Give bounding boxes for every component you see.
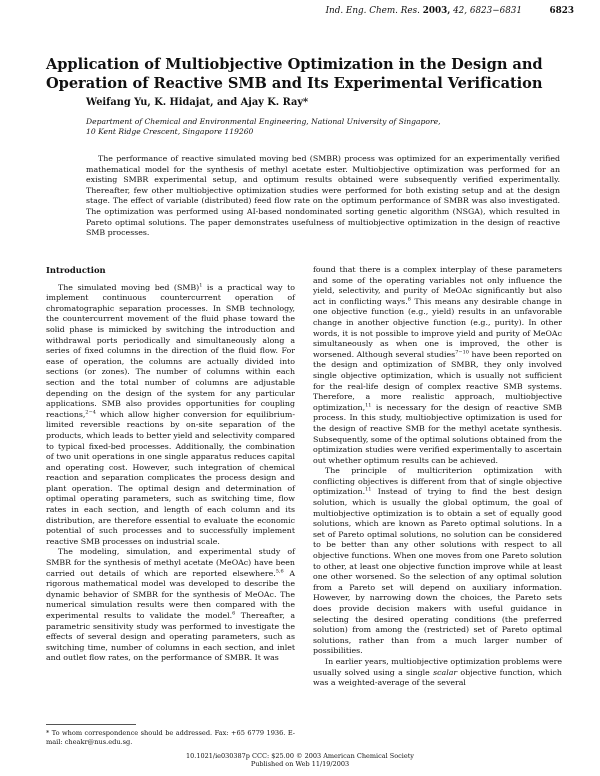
citation-ref: 6 — [407, 296, 411, 303]
running-header — [40, 6, 574, 20]
affiliation: Department of Chemical and Environmental Engineering, National University of Singapore, 10 Kent Ridge Crescent, Singapore 119260 — [86, 117, 441, 137]
left-column — [46, 265, 295, 664]
publication-imprint — [0, 752, 600, 769]
author-list: Weifang Yu, K. Hidajat, and Ajay K. Ray* — [86, 97, 309, 108]
citation-ref: 7−10 — [455, 349, 469, 356]
article-title: Application of Multiobjective Optimization in the Design and Operation of Reactive SMB and Its Experimental Verification — [46, 56, 543, 92]
citation-ref: 2−4 — [85, 409, 96, 416]
correspondence-footnote: * To whom correspondence should be addressed. Fax: +65 6779 1936. E-mail: cheakr@nus.edu.sg. — [46, 729, 295, 746]
citation-ref: 11 — [365, 402, 372, 409]
citation-ref: 11 — [365, 486, 372, 493]
paragraph: In earlier years, multiobjective optimization problems were usually solved using a single scalar objective function, which was a weighted-average of the several — [313, 656, 562, 688]
section-heading-introduction: Introduction — [46, 265, 106, 275]
citation-ref: 6 — [232, 610, 236, 617]
abstract: The performance of reactive simulated moving bed (SMBR) process was optimized for an experimentally verified mathematical model for the synthesis of methyl acetate ester. Multiobjective optimization was performed for an existing SMBR experimental setup, and optimum results obtained were subsequently verified experimentally. Thereafter, few other multiobjective optimization studies were performed for both existing setup and at the design stage. The effect of variable (distributed) feed flow rate on the optimum performance of SMBR was also investigated. The optimization was performed using AI-based nondominated sorting genetic algorithm (NSGA), which resulted in Pareto optimal solutions. The paper demonstrates usefulness of multiobjective optimization in the design of reactive SMB processes. — [86, 154, 560, 238]
paragraph: found that there is a complex interplay of these parameters and some of the operating variables not only influence the yield, selectivity, and purity of MeOAc significantly but also act in conflicting ways.$^6$ This means any desirable change in one objective function (e.g., yield) results in an unfavorable change in another objective function (e.g., purity). In other words, it is not possible to improve yield and purity of MeOAc simultaneously as when one is improved, the other is worsened. Although several studies$^{7-10}$ have been reported on the design and optimization of SMBR, they only involved single objective optimization, which is usually not sufficient for the real-life design of complex reactive SMB systems. Therefore, a more realistic approach, multiobjective optimization,$^{11}$ is necessary for the design of reactive SMB process. In this study, multiobjective optimization is used for the design of reactive SMB for the methyl acetate synthesis. Subsequently, some of the optimal solutions obtained from the optimization studies were verified experimentally to ascertain out whether optimum results can be achieved. — [313, 265, 563, 465]
journal-citation: Ind. Eng. Chem. Res. 2003, 42, 6823−6831 — [325, 6, 522, 16]
published-date: Published on Web 11/19/2003 — [250, 760, 350, 769]
paragraph: The simulated moving bed (SMB)$^1$ is a practical way to implement continuous countercurrent operation of chromatographic separation processes. In SMB technology, the countercurrent movement of the fluid phase toward the solid phase is mimicked by switching the introduction and withdrawal ports periodically and simultaneously along a series of fixed columns in the direction of the fluid flow. For ease of operation, the columns are actually divided into sections (or zones). The number of columns within each section and the total number of columns are adjustable depending on the design of the system for any particular applications. SMB also provides opportunities for coupling reactions,$^{2-4}$ which allow higher conversion for equilibrium-limited reversible reactions by on-site separation of the products, which leads to better yield and selectivity compared to typical fixed-bed processes. Additionally, the combination of two unit operations in one single apparatus reduces capital and operating cost. However, such integration of chemical reaction and separation complicates the process design and plant operation. The optimal design and determination of optimal operating parameters, such as switching time, flow rates in each section, and length of each column and its distribution, are therefore essential to evaluate the economic potential of such processes and to successfully implement reactive SMB processes on industrial scale. — [46, 281, 295, 546]
paragraph: The principle of multicriterion optimization with conflicting objectives is different from that of single objective optimization.$^{11}$ Instead of trying to find the best design solution, which is usually the global optimum, the goal of multiobjective optimization is to obtain a set of equally good solutions, which are known as Pareto optimal solutions. In a set of Pareto optimal solutions, no solution can be considered to be better than any other solutions with respect to all objective functions. When one moves from one Pareto solution to other, at least one objective function improve while at least one other worsened. So the selection of any optimal solution from a Pareto set will depend on auxiliary information. However, by narrowing down the choices, the Pareto sets does provide decision makers with useful guidance in selecting the desired operating conditions (the preferred solution) from among the (restricted) set of Pareto optimal solutions, rather than from a much larger number of possibilities. — [313, 466, 562, 656]
doi-line: 10.1021/ie030387p CCC: $25.00 © 2003 American Chemical Society — [186, 752, 414, 760]
page-number: 6823 — [549, 6, 574, 16]
citation-ref: 5,6 — [275, 568, 284, 575]
paragraph: The modeling, simulation, and experimental study of SMBR for the synthesis of methyl acetate (MeOAc) have been carried out details of which are reported elsewhere.$^{5,6}$ A rigorous mathematical model was developed to describe the dynamic behavior of SMBR for the synthesis of MeOAc. The numerical simulation results were then compared with the experimental results to validate the model.$^6$ Thereafter, a parametric sensitivity study was performed to investigate the effects of several design and operating parameters, such as switching time, number of columns in each section, and inlet and outlet flow rates, on the performance of SMBR. It was — [46, 547, 295, 663]
right-column — [313, 265, 562, 689]
footnote-rule — [46, 724, 136, 725]
citation-ref: 1 — [199, 281, 203, 288]
